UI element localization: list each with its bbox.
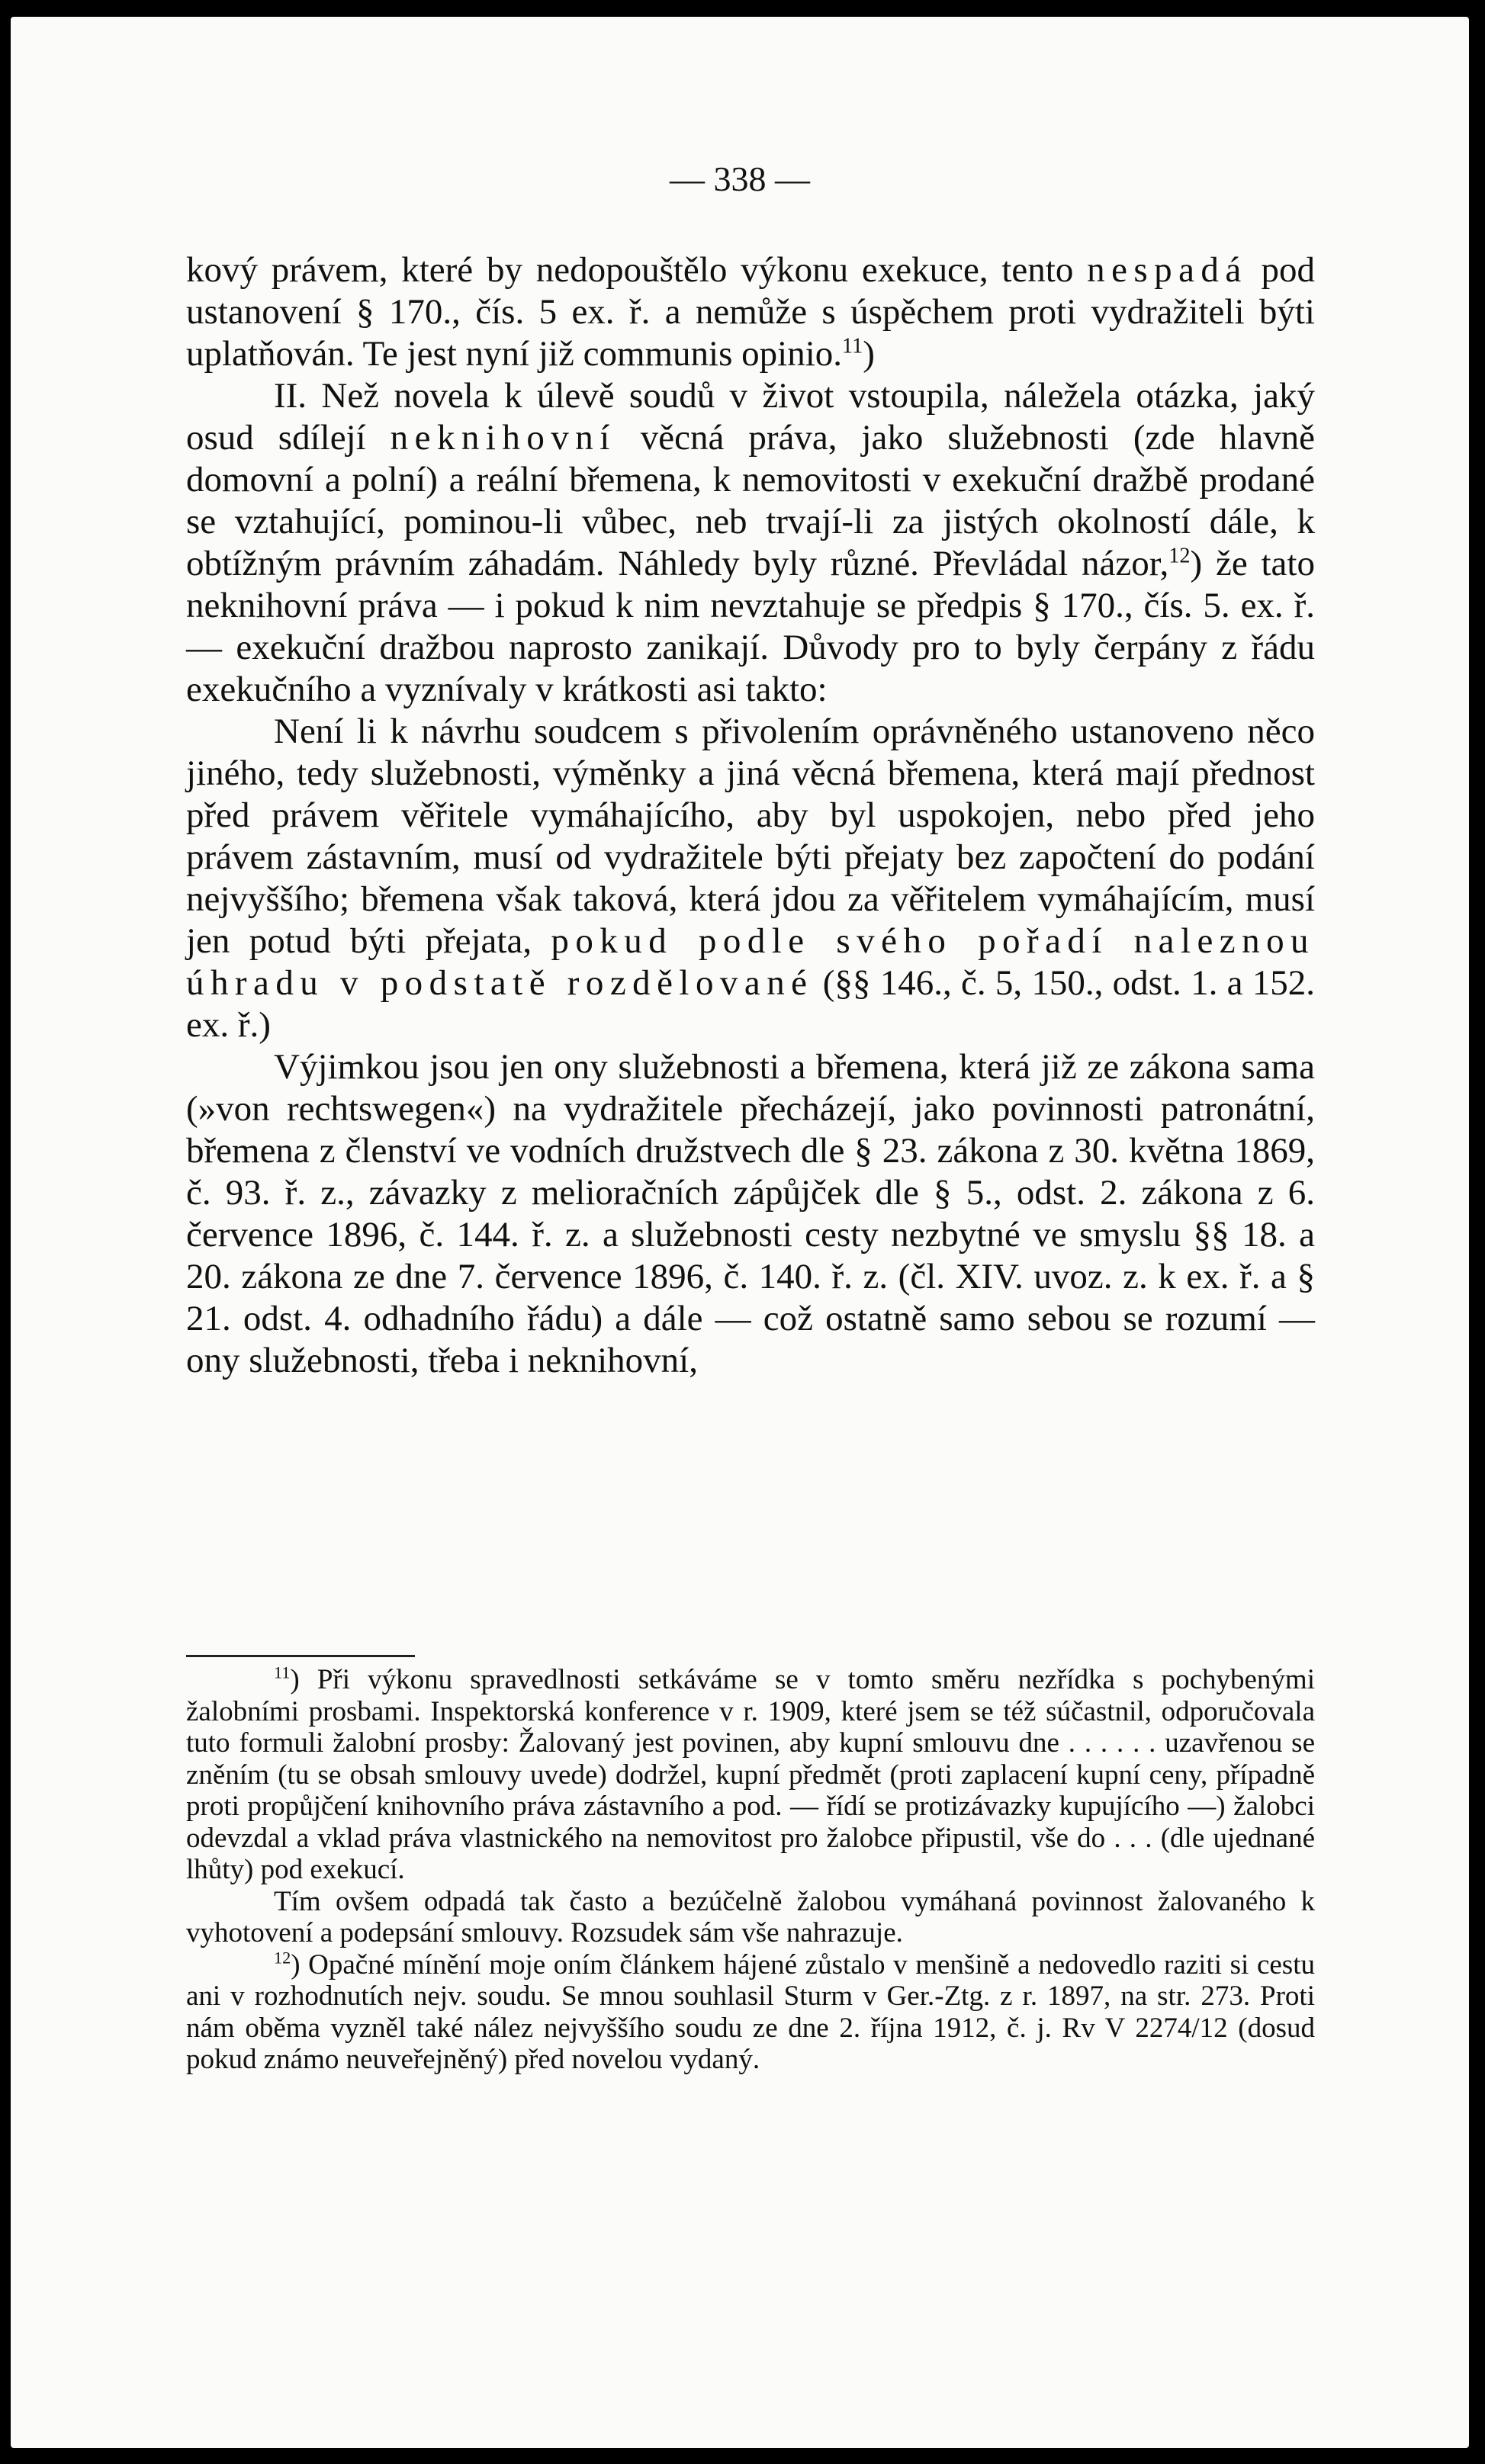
paragraph-1-close: ) bbox=[863, 334, 875, 374]
spaced-phrase-podstata: pokud podle svého pořadí naleznou úhradu v podstatě rozdělované bbox=[186, 921, 1315, 1003]
footnote-divider bbox=[186, 1655, 415, 1657]
paragraph-4: Výjimkou jsou jen ony služebnosti a břemena, která již ze zákona sama (»von rechtswegen«) na vydražitele přecházejí, jako povinnosti patronátní, břemena z členství ve vodních družstvech dle § 23. zákona z 30. května 1869, č. 93. ř. z., závazky z melioračních zápůjček dle § 5., odst. 2. zákona z 6. července 1896, č. 144. ř. z. a služebnosti cesty nezbytné ve smyslu §§ 18. a 20. zákona ze dne 7. července 1896, č. 140. ř. z. (čl. XIV. uvoz. z. k ex. ř. a § 21. odst. 4. odhadního řádu) a dále — což ostatně samo sebou se rozumí — ony služebnosti, třeba i neknihovní, bbox=[186, 1047, 1315, 1380]
paragraph-2-text-a: II. Než novela k úlevě soudů v život vstoupila, náležela otázka, jaký osud sdílejí bbox=[186, 376, 1315, 458]
paragraph-3-text-b: (§§ 146., č. 5, 150., odst. 1. a 152. ex. ř.) bbox=[186, 963, 1315, 1045]
footnote-12 bbox=[186, 1949, 1315, 2076]
footnote-11-continued: Tím ovšem odpadá tak často a bezúčelně žalobou vymáhaná povinnost žalovaného k vyhotovení a podepsání smlouvy. Rozsudek sám vše nahrazuje. bbox=[186, 1885, 1315, 1948]
spaced-word-neknihovni: neknihovní bbox=[390, 418, 616, 458]
paragraph-1-text: pod ustanovení § 170., čís. 5 ex. ř. a nemůže s úspěchem proti vydražiteli býti uplatňován. Te jest nyní již communis opinio. bbox=[186, 250, 1315, 374]
footnote-ref-12: 12 bbox=[1168, 544, 1191, 568]
paragraph-2-text-c: ) že tato neknihovní práva — i pokud k nim nevztahuje se předpis § 170., čís. 5. ex. ř. — exekuční dražbou naprosto zanikají. Důvody pro to byly čerpány z řádu exekučního a vyznívaly v krátkosti asi takto: bbox=[186, 544, 1315, 709]
paragraph-1-line-1: kový právem, které by nedopouštělo výkonu exekuce, tento bbox=[186, 250, 1074, 290]
footnote-ref-11: 11 bbox=[842, 334, 863, 358]
footnote-11-text: ) Při výkonu spravedlnosti setkáváme se v tomto směru nezřídka s pochybenými žalobními prosbami. Inspektorská konference v r. 1909, které jsem se též súčastnil, odporučovala tuto formuli žalobní prosby: Žalovaný jest povinen, aby kupní smlouvu dne . . . . . . uzavřenou se zněním (tu se obsah smlouvy uvede) dodržel, kupní předmět (proti zaplacení kupní ceny, případně proti propůjčení knihovního práva zástavního a pod. — řídí se protizávazky kupujícího —) žalobci odevzdal a vklad práva vlastnického na nemovitost pro žalobce připustil, vše do . . . (dle ujednané lhůty) pod exekucí. bbox=[186, 1664, 1315, 1885]
footnote-11-mark: 11 bbox=[274, 1662, 291, 1682]
footnote-12-mark: 12 bbox=[274, 1948, 291, 1968]
page-number: — 338 — bbox=[670, 159, 810, 198]
main-text bbox=[186, 249, 1315, 1382]
paragraph-3 bbox=[186, 711, 1315, 1046]
paragraph-1 bbox=[186, 249, 1315, 375]
paragraph-2 bbox=[186, 375, 1315, 711]
scanned-page bbox=[11, 17, 1469, 2448]
paragraph-2-text-b: věcná práva, jako služebnosti (zde hlavně domovní a polní) a reální břemena, k nemovitosti v exekuční dražbě prodané se vztahující, pominou-li vůbec, neb trvají-li za jistých okolností dále, k obtížným právním záhadám. Náhledy byly různé. Převládal názor, bbox=[186, 418, 1315, 583]
footnote-11 bbox=[186, 1664, 1315, 1886]
footnote-12-text: ) Opačné mínění moje oním článkem hájené zůstalo v menšině a nedovedlo raziti si cestu ani v rozhodnutích nejv. soudu. Se mnou souhlasil Sturm v Ger.-Ztg. z r. 1897, na str. 273. Proti nám oběma vyzněl také nález nejvyššího soudu ze dne 2. října 1912, č. j. Rv V 2274/12 (dosud pokud známo neuveřejněný) před novelou vydaný. bbox=[186, 1948, 1315, 2075]
paragraph-3-text-a: Není li k návrhu soudcem s přivolením oprávněného ustanoveno něco jiného, tedy služebnosti, výměnky a jiná věcná břemena, která mají přednost před právem věřitele vymáhajícího, aby byl uspokojen, nebo před jeho právem zástavním, musí od vydražitele býti přejaty bez započtení do podání nejvyššího; břemena však taková, která jdou za věřitelem vymáhajícím, musí jen potud býti přejata, bbox=[186, 712, 1315, 961]
footnotes bbox=[186, 1664, 1315, 2076]
spaced-word-nespada: nespadá bbox=[1087, 250, 1248, 290]
